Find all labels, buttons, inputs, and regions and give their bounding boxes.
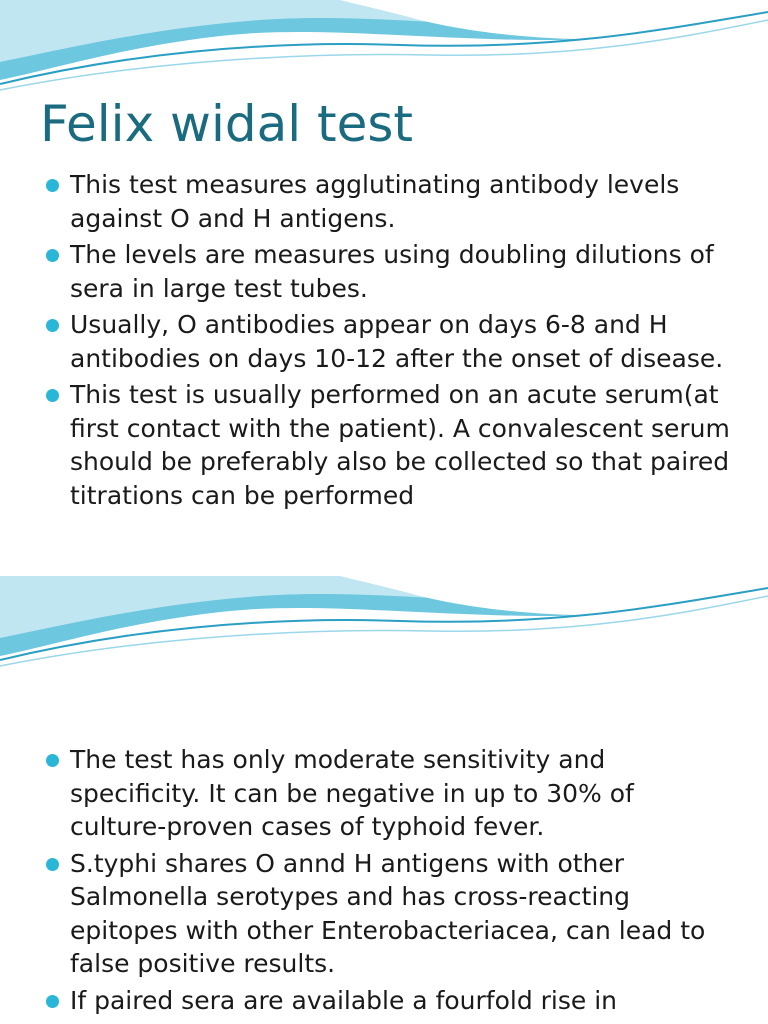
bullet-text: This test is usually performed on an acute serum(at first contact with the patient). A convalescent serum should be preferably also be collected so that paired titrations can be performed xyxy=(70,380,730,510)
bullet-list xyxy=(46,168,738,515)
bullet-list xyxy=(46,743,738,1020)
bullet-text: If paired sera are available a fourfold rise in xyxy=(70,985,618,1015)
bullet-dot-icon xyxy=(46,319,59,332)
bullet-text: The levels are measures using doubling dilutions of sera in large test tubes. xyxy=(70,240,714,303)
header-wave-decoration xyxy=(0,0,768,96)
slide-2 xyxy=(0,576,768,1024)
bullet-text: This test measures agglutinating antibody levels against O and H antigens. xyxy=(70,170,680,233)
list-item xyxy=(46,984,738,1018)
bullet-text: S.typhi shares O annd H antigens with other Salmonella serotypes and has cross-reacting epitopes with other Enterobacteriacea, can lead to false positive results. xyxy=(70,848,706,978)
bullet-dot-icon xyxy=(46,249,59,262)
bullet-text: Usually, O antibodies appear on days 6-8 and H antibodies on days 10-12 after the onset of disease. xyxy=(70,310,724,373)
bullet-dot-icon xyxy=(46,179,59,192)
list-item xyxy=(46,238,738,305)
list-item xyxy=(46,168,738,235)
slide-title: Felix widal test xyxy=(40,95,414,153)
bullet-dot-icon xyxy=(46,995,59,1008)
bullet-text: The test has only moderate sensitivity and specificity. It can be negative in up to 30% of culture-proven cases of typhoid fever. xyxy=(70,745,634,841)
list-item xyxy=(46,847,738,981)
list-item xyxy=(46,743,738,844)
bullet-dot-icon xyxy=(46,389,59,402)
bullet-dot-icon xyxy=(46,858,59,871)
list-item xyxy=(46,378,738,512)
list-item xyxy=(46,308,738,375)
header-wave-decoration xyxy=(0,576,768,672)
bullet-dot-icon xyxy=(46,754,59,767)
